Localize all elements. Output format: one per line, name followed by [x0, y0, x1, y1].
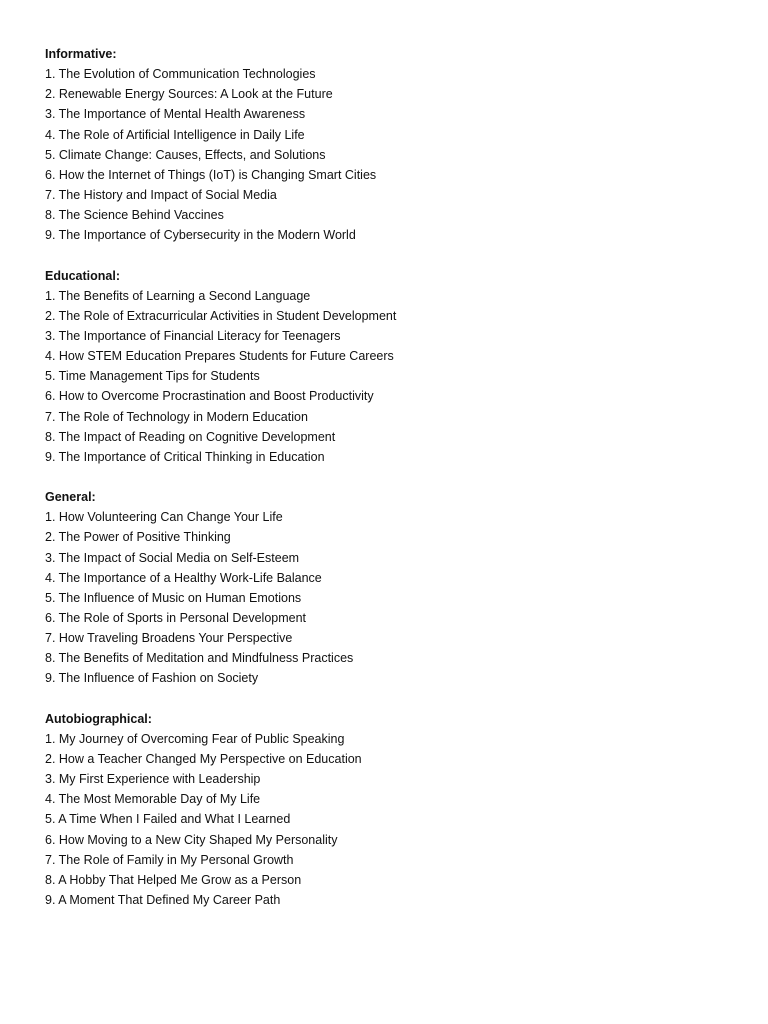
list-item: 8. The Impact of Reading on Cognitive Development — [45, 429, 336, 444]
list-item: 3. The Importance of Financial Literacy for Teenagers — [45, 329, 341, 344]
list-item: 1. My Journey of Overcoming Fear of Public Speaking — [45, 731, 345, 746]
list-item: 7. The Role of Technology in Modern Education — [45, 409, 308, 424]
list-item: 6. The Role of Sports in Personal Development — [45, 611, 307, 626]
list-item: 2. How a Teacher Changed My Perspective on Education — [45, 752, 362, 767]
list-item: 7. How Traveling Broadens Your Perspective — [45, 631, 293, 646]
section-general — [45, 487, 745, 688]
list-item: 1. The Benefits of Learning a Second Language — [45, 288, 311, 303]
list-item: 9. The Influence of Fashion on Society — [45, 671, 259, 686]
section-heading: Informative: — [45, 47, 117, 61]
section-heading: Educational: — [45, 268, 121, 283]
list-item: 6. How to Overcome Procrastination and Boost Productivity — [45, 389, 374, 404]
list-item: 3. My First Experience with Leadership — [45, 772, 261, 787]
list-item: 1. How Volunteering Can Change Your Life — [45, 510, 283, 525]
section-informative — [45, 44, 745, 245]
list-item: 1. The Evolution of Communication Technologies — [45, 67, 316, 82]
list-item: 8. A Hobby That Helped Me Grow as a Person — [45, 872, 302, 887]
list-item: 5. The Influence of Music on Human Emotions — [45, 590, 302, 605]
list-item: 5. Time Management Tips for Students — [45, 369, 260, 384]
topic-list — [45, 729, 745, 910]
topic-list — [45, 507, 745, 688]
document-page — [45, 44, 745, 930]
list-item: 3. The Importance of Mental Health Awareness — [45, 107, 306, 122]
list-item: 9. The Importance of Critical Thinking in Education — [45, 449, 325, 464]
topic-list — [45, 64, 745, 245]
list-item: 2. The Role of Extracurricular Activities in Student Development — [45, 308, 397, 323]
list-item: 2. The Power of Positive Thinking — [45, 530, 231, 545]
section-heading: General: — [45, 490, 96, 505]
section-educational — [45, 266, 745, 467]
list-item: 9. A Moment That Defined My Career Path — [45, 893, 281, 908]
section-heading: Autobiographical: — [45, 711, 152, 726]
list-item: 5. A Time When I Failed and What I Learned — [45, 812, 291, 827]
list-item: 4. How STEM Education Prepares Students for Future Careers — [45, 349, 394, 364]
topic-list — [45, 286, 745, 467]
list-item: 5. Climate Change: Causes, Effects, and Solutions — [45, 147, 326, 162]
list-item: 2. Renewable Energy Sources: A Look at the Future — [45, 87, 333, 102]
list-item: 7. The Role of Family in My Personal Growth — [45, 852, 294, 867]
list-item: 9. The Importance of Cybersecurity in the Modern World — [45, 228, 356, 243]
list-item: 4. The Importance of a Healthy Work-Life Balance — [45, 570, 322, 585]
list-item: 7. The History and Impact of Social Media — [45, 187, 277, 202]
list-item: 4. The Role of Artificial Intelligence in Daily Life — [45, 127, 305, 142]
list-item: 6. How the Internet of Things (IoT) is Changing Smart Cities — [45, 167, 377, 182]
list-item: 8. The Benefits of Meditation and Mindfulness Practices — [45, 651, 354, 666]
list-item: 3. The Impact of Social Media on Self-Esteem — [45, 550, 300, 565]
section-autobiographical — [45, 709, 745, 910]
list-item: 6. How Moving to a New City Shaped My Personality — [45, 832, 338, 847]
list-item: 8. The Science Behind Vaccines — [45, 208, 224, 223]
list-item: 4. The Most Memorable Day of My Life — [45, 792, 261, 807]
